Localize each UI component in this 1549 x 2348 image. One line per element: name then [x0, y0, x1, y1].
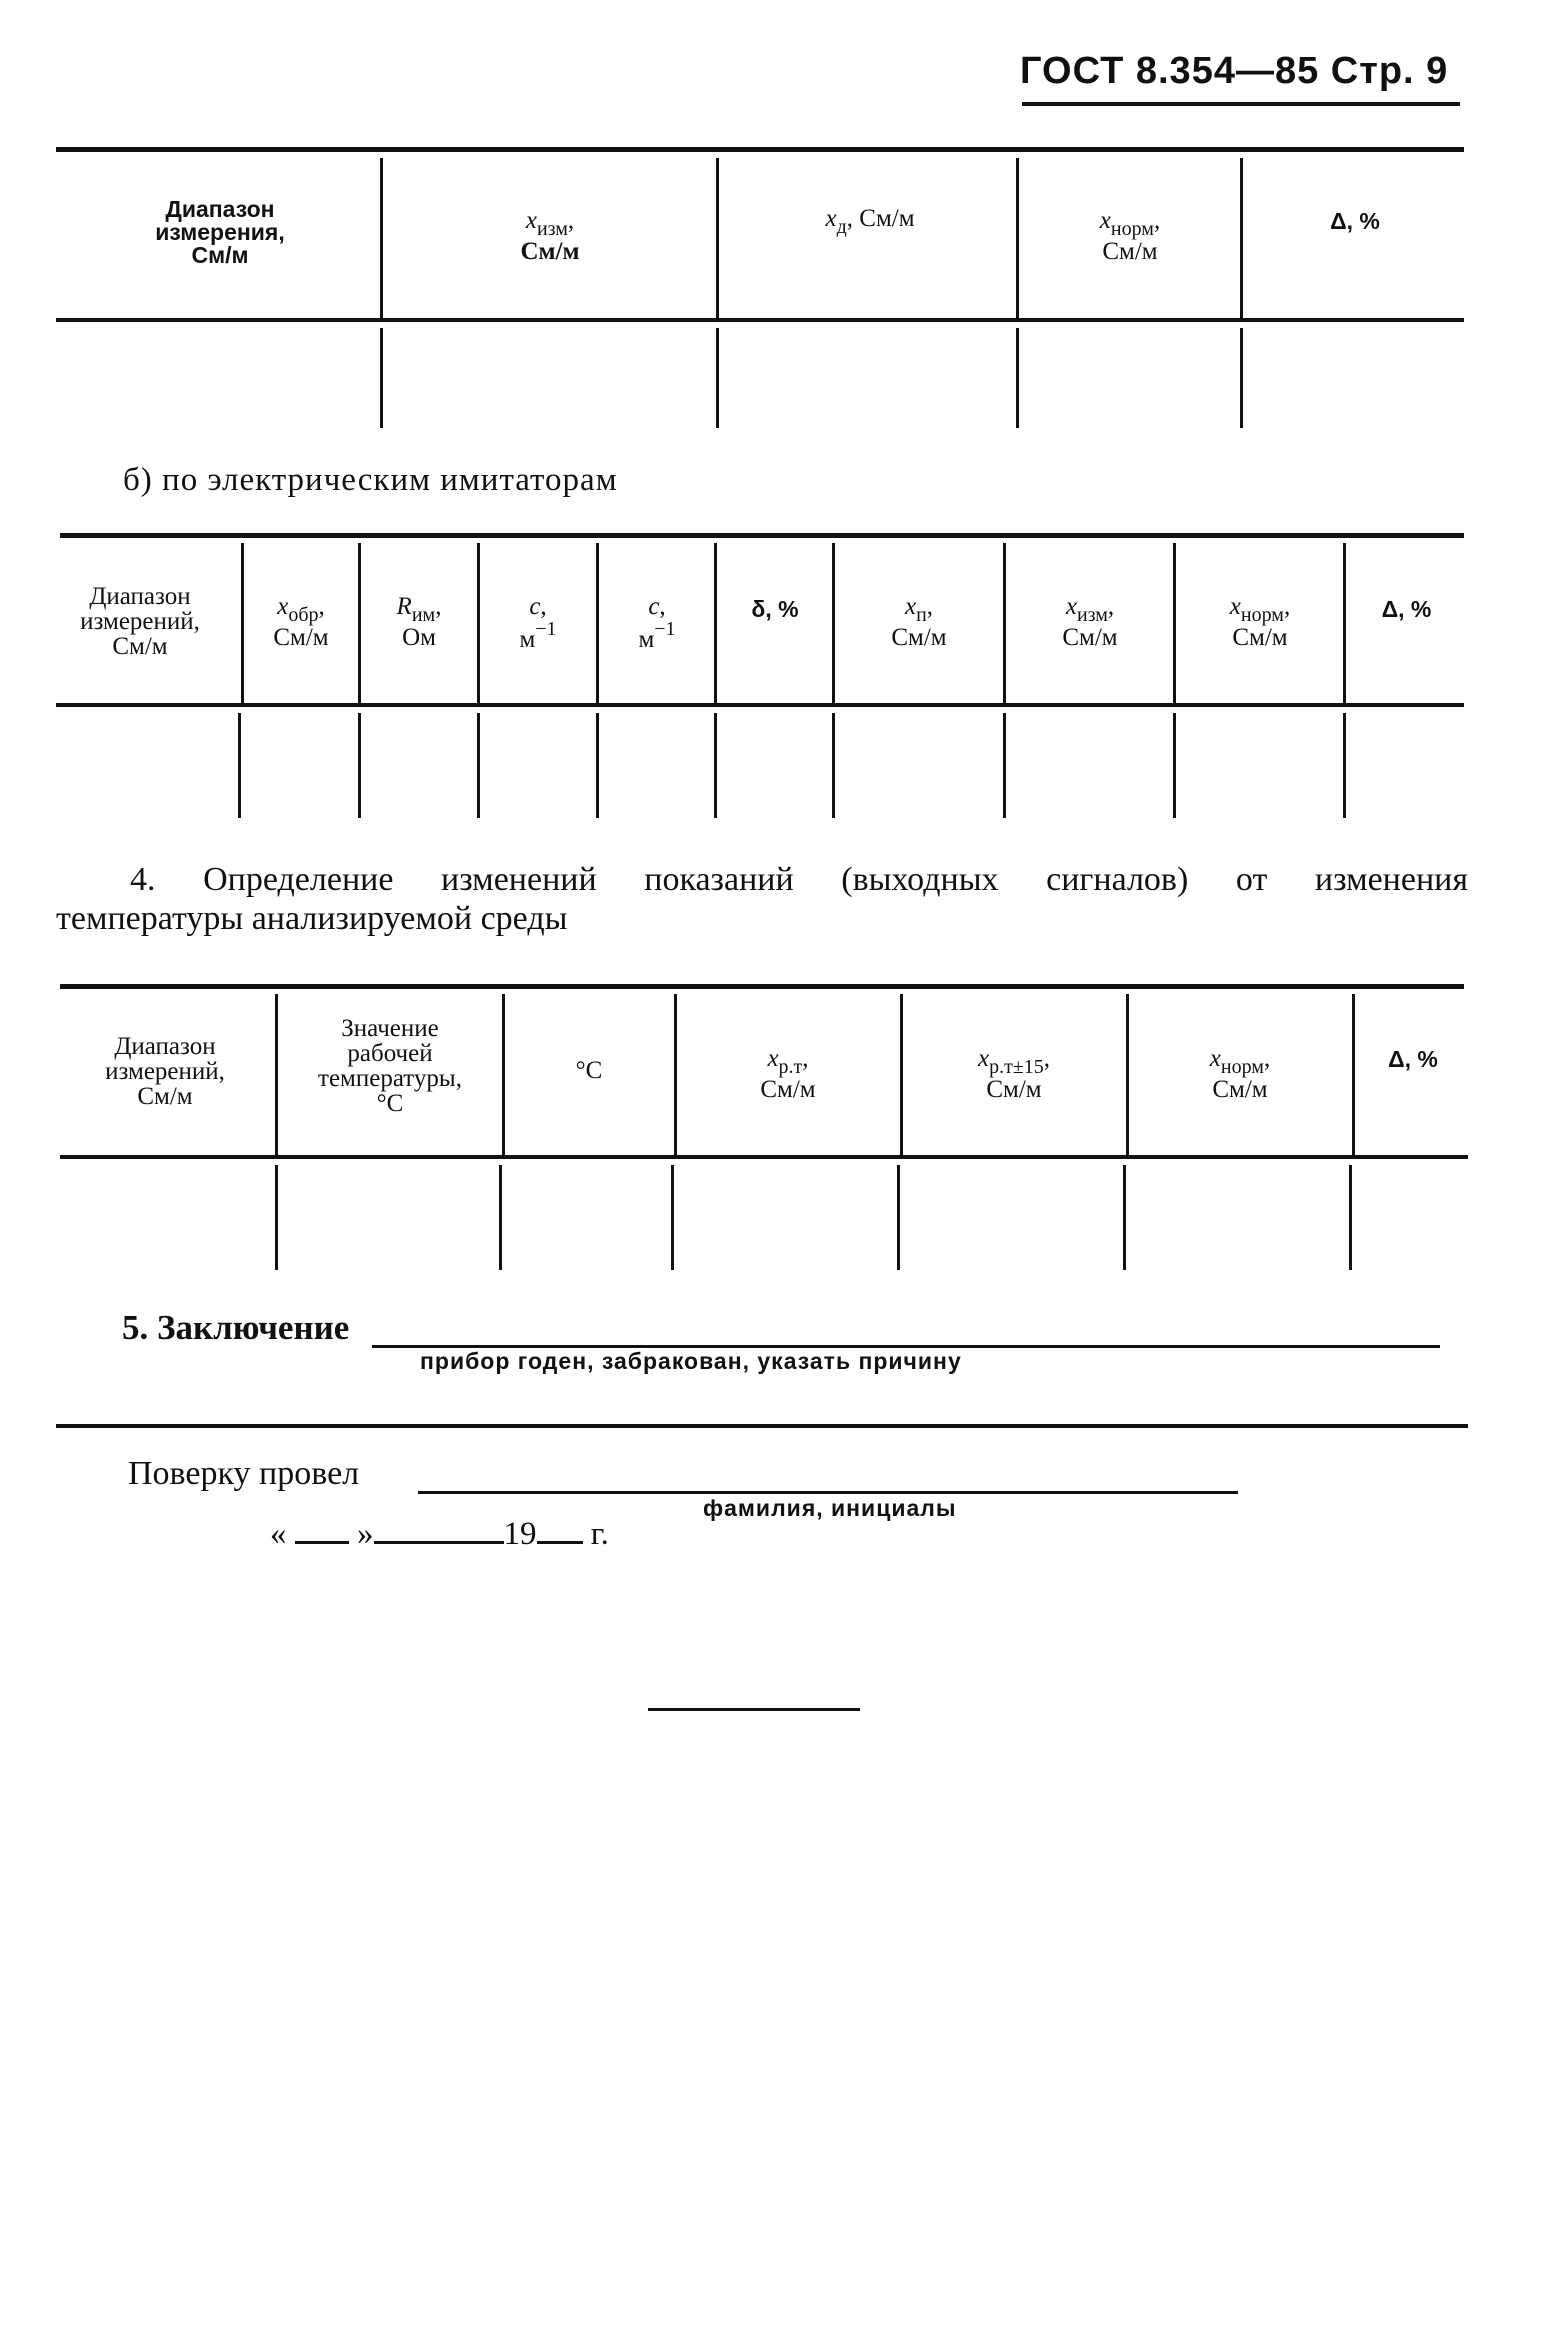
page-header: ГОСТ 8.354—85 Стр. 9: [1020, 50, 1449, 92]
t3-col-x-rt15: $x_{р.т\pm 15}$, См/м: [977, 1045, 1051, 1103]
t1-col-x-izm: $x_{изм}$, См/м: [520, 207, 580, 265]
conclusion-hint: прибор годен, забракован, указать причину: [420, 1348, 962, 1374]
conclusion-label: 5. Заключение: [122, 1308, 350, 1347]
header-underline: [1022, 102, 1460, 106]
table-3-top-rule: [60, 984, 1464, 989]
t2-col-x-p: $x_п$, См/м: [891, 593, 947, 651]
t1-col-x-norm: $x_{норм}$, См/м: [1099, 207, 1161, 265]
table-2-top-rule: [60, 533, 1464, 538]
t1-col-delta: Δ, %: [1330, 208, 1380, 234]
section-4-paragraph: 4. Определение изменений показаний (выходных сигналов) от изменения температуры анализируемой среды: [56, 861, 1468, 938]
t2-col-range: Диапазон измерений, См/м: [80, 583, 200, 660]
t2-col-r-im: $R_{им}$, Ом: [396, 593, 442, 651]
t3-col-delta: Δ, %: [1388, 1046, 1438, 1072]
divider-rule: [56, 1424, 1468, 1428]
table-1-header-rule: [56, 318, 1464, 322]
t2-col-x-obr: $x_{обр}$, См/м: [273, 593, 329, 651]
t2-col-c2: c, $м^{-1}$: [638, 593, 676, 653]
table-1-top-rule: [56, 147, 1464, 152]
t2-col-c1: c, $м^{-1}$: [519, 593, 557, 653]
signature-fill-line: [418, 1491, 1238, 1494]
end-rule: [648, 1708, 860, 1711]
date-line: « » 19 г.: [270, 1516, 609, 1552]
date-month-blank: [374, 1515, 504, 1544]
t1-col-x-d: $x_д$, См/м: [825, 205, 915, 238]
t2-col-x-norm: $x_{норм}$, См/м: [1229, 593, 1291, 651]
t2-col-x-izm: $x_{изм}$, См/м: [1062, 593, 1118, 651]
t2-col-delta: Δ, %: [1381, 596, 1432, 622]
section-b-title: б) по электрическим имитаторам: [123, 462, 618, 498]
date-day-blank: [295, 1515, 349, 1544]
t1-col-range: Диапазон измерения, См/м: [155, 196, 285, 268]
t3-col-range: Диапазон измерений, См/м: [105, 1033, 225, 1110]
signature-hint: фамилия, инициалы: [703, 1495, 957, 1521]
t3-col-x-rt: $x_{р.т}$, См/м: [760, 1045, 816, 1103]
signature-label: Поверку провел: [128, 1455, 360, 1492]
table-2-header-rule: [56, 703, 1464, 707]
date-year-blank: [537, 1515, 583, 1544]
t3-col-x-norm: $x_{норм}$, См/м: [1209, 1045, 1271, 1103]
t3-col-deg: °C: [575, 1057, 603, 1084]
table-3-header-rule: [60, 1155, 1468, 1159]
t2-col-delta-small: δ, %: [751, 596, 799, 622]
t3-col-work-temp: Значение рабочей температуры, °C: [318, 1015, 462, 1117]
